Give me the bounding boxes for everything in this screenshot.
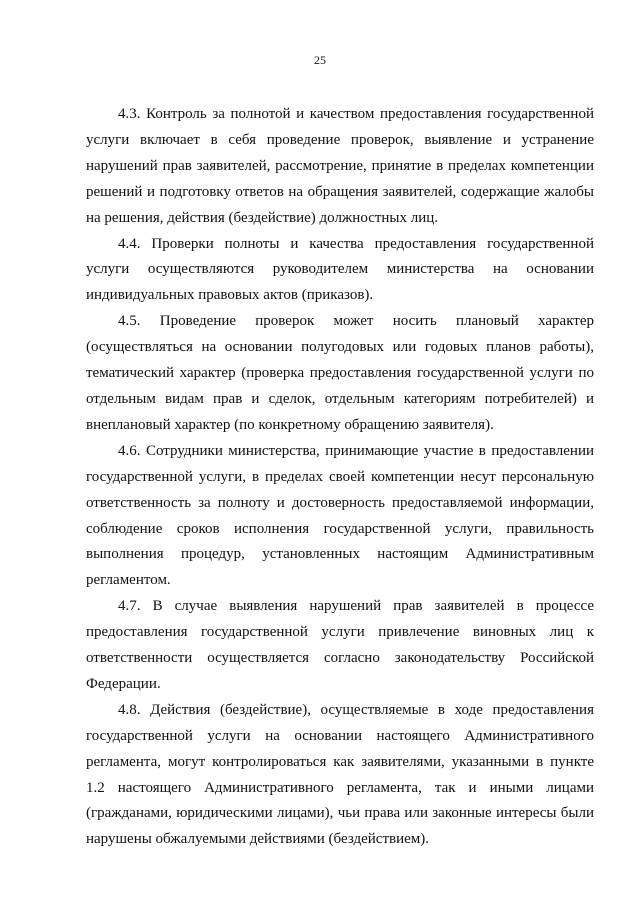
paragraph-4-8: 4.8. Действия (бездействие), осуществляемые в ходе предоставления государственной услуги на основании настоящего Административного регламента, могут контролироваться как заявителями, указанными в пункте 1.2 настоящего Административного регламента, так и иными лицами (гражданами, юридическими лицами), чьи права или законные интересы были нарушены обжалуемыми действиями (бездействием). <box>86 701 594 848</box>
paragraph-4-3: 4.3. Контроль за полнотой и качеством предоставления государственной услуги включает в себя проведение проверок, выявление и устранение нарушений прав заявителей, рассмотрение, принятие в пределах компетенции решений и подготовку ответов на обращения заявителей, содержащие жалобы на решения, действия (бездействие) должностных лиц. <box>86 106 594 226</box>
paragraph-4-4: 4.4. Проверки полноты и качества предоставления государственной услуги осуществляются руководителем министерства на основании индивидуальных правовых актов (приказов). <box>86 235 594 304</box>
document-body <box>86 102 594 853</box>
paragraph-4-7: 4.7. В случае выявления нарушений прав заявителей в процессе предоставления государственной услуги привлечение виновных лиц к ответственности осуществляется согласно законодательству Российской Федерации. <box>86 598 594 692</box>
paragraph-4-5: 4.5. Проведение проверок может носить плановый характер (осуществляться на основании полугодовых или годовых планов работы), тематический характер (проверка предоставления государственной услуги по отдельным видам прав и сделок, отдельным категориям потребителей) и внеплановый характер (по конкретному обращению заявителя). <box>86 313 594 433</box>
page-number: 25 <box>314 53 326 67</box>
paragraph-4-6: 4.6. Сотрудники министерства, принимающие участие в предоставлении государственной услуги, в пределах своей компетенции несут персональную ответственность за полноту и достоверность предоставляемой информации, соблюдение сроков исполнения государственной услуги, правильность выполнения процедур, установленных настоящим Административным регламентом. <box>86 442 594 589</box>
